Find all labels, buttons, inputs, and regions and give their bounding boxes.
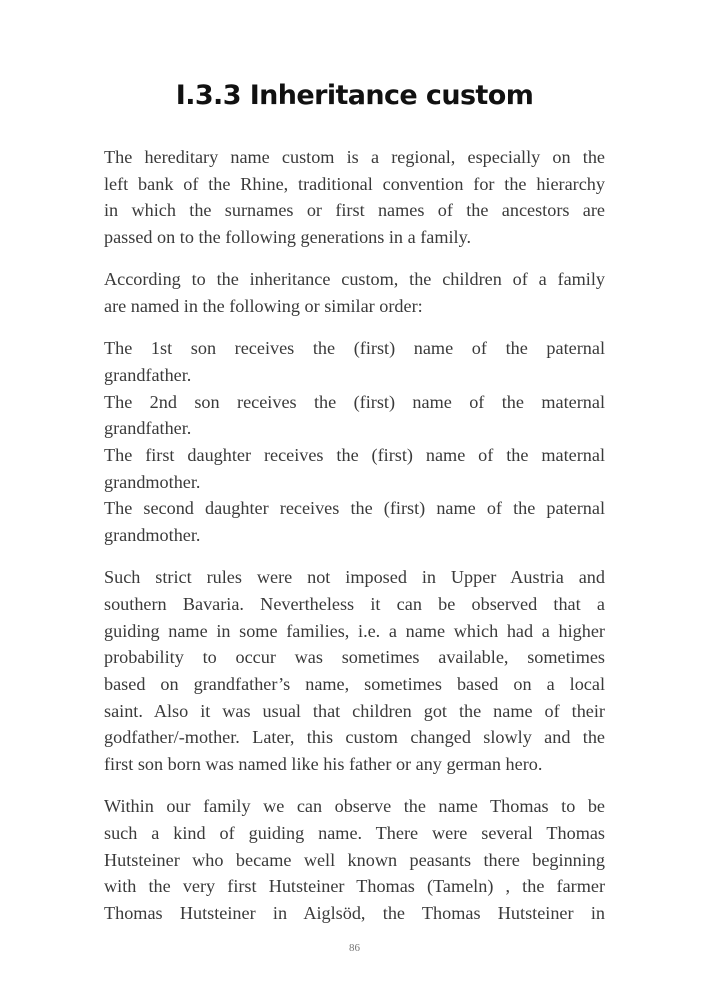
text-line: grandfather. [104,418,192,439]
paragraph-upper-austria [104,564,605,778]
paragraph-hereditary-custom [104,144,605,251]
text-line: saint. Also it was usual that children got the name of their [104,700,605,721]
text-line: grandmother. [104,524,201,545]
text-line: first son born was named like his father or any german hero. [104,753,543,774]
text-line: Hutsteiner who became well known peasants there beginning [104,849,605,870]
body-text [104,144,605,942]
text-line: The hereditary name custom is a regional, especially on the [104,147,605,167]
section-title: I.3.3 Inheritance custom [175,80,534,111]
text-line: The 1st son receives the (first) name of the paternal [104,338,605,359]
text-line: The first daughter receives the (first) name of the maternal [104,444,605,465]
text-line: The 2nd son receives the (first) name of the maternal [104,391,605,412]
text-line: The second daughter receives the (first) name of the paternal [104,498,605,519]
text-line: According to the inheritance custom, the children of a family [104,269,605,290]
text-line: passed on to the following generations in a family. [104,227,472,248]
text-line: are named in the following or similar order: [104,295,423,316]
text-line: grandmother. [104,471,201,492]
text-line: left bank of the Rhine, traditional convention for the hierarchy [104,173,605,194]
text-line: with the very first Hutsteiner Thomas (Tameln) , the farmer [104,876,605,897]
text-line: based on grandfather’s name, sometimes based on a local [104,673,605,694]
paragraph-naming-order-intro [104,266,605,319]
paragraph-naming-rules [104,335,605,549]
text-line: grandfather. [104,364,192,385]
paragraph-thomas-guiding-name [104,793,605,926]
page-number: 86 [349,942,360,954]
text-line: southern Bavaria. Nevertheless it can be observed that a [104,593,605,614]
text-line: godfather/-mother. Later, this custom changed slowly and the [104,727,605,748]
text-line: guiding name in some families, i.e. a name which had a higher [104,620,605,641]
text-line: Such strict rules were not imposed in Upper Austria and [104,567,605,588]
text-line: in which the surnames or first names of the ancestors are [104,200,605,221]
text-line: Within our family we can observe the name Thomas to be [104,796,605,817]
text-line: such a kind of guiding name. There were several Thomas [104,822,605,843]
text-line: probability to occur was sometimes available, sometimes [104,647,605,668]
text-line: Thomas Hutsteiner in Aiglsöd, the Thomas Hutsteiner in [104,902,605,923]
